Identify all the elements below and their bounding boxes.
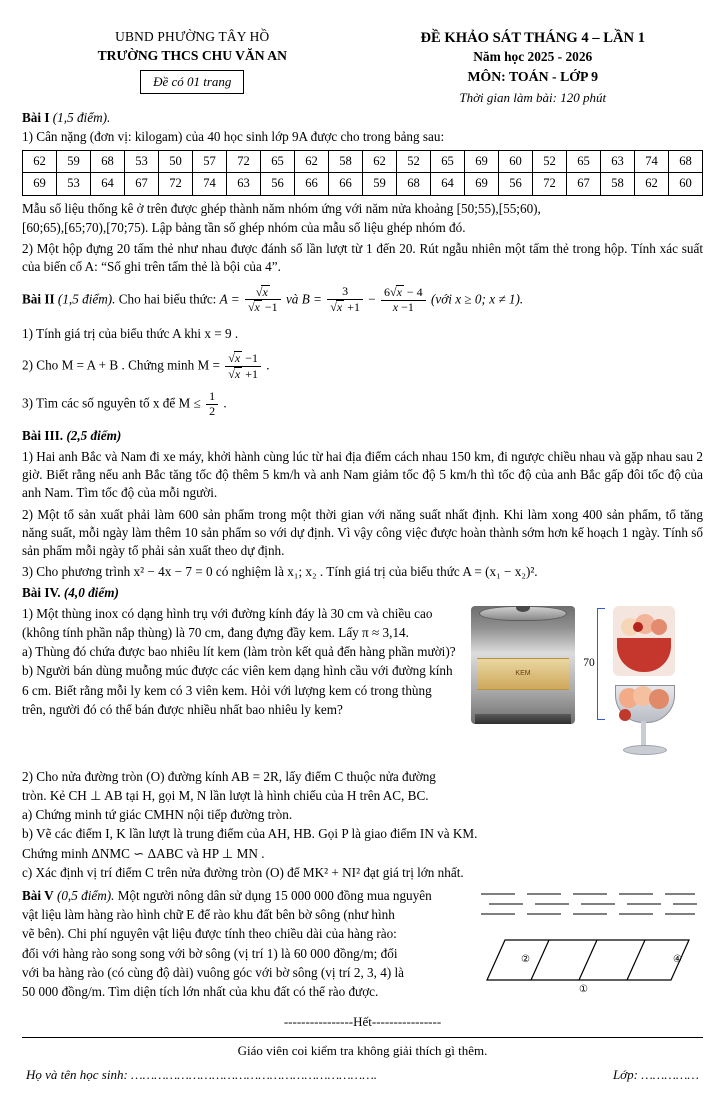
cell: 62 xyxy=(23,151,57,173)
cell: 64 xyxy=(431,173,465,195)
dimension-bracket xyxy=(597,608,605,720)
time-allowed: Thời gian làm bài: 120 phút xyxy=(459,89,607,105)
bai5-l1: Một người nông dân sử dụng 15 000 000 đồng mua nguyên xyxy=(117,887,432,903)
bai4-q2b2: Chứng minh ΔNMC ∽ ΔABC và HP ⊥ MN . xyxy=(22,845,265,861)
bai1-grouping-note-1: Mẫu số liệu thống kê ở trên được ghép thành năm nhóm ứng với năm nửa khoảng [50;55),[55;60), xyxy=(22,200,541,216)
bai4-q1-l1: 1) Một thùng inox có dạng hình trụ với đường kính đáy là 30 cm và chiều cao xyxy=(22,605,433,621)
bai4-title: Bài IV. xyxy=(22,585,61,601)
table-row xyxy=(23,173,703,195)
expression-B-term1: $\frac{3}{√x +1}$ xyxy=(327,285,363,315)
cell: 58 xyxy=(329,151,363,173)
bai2-q3-text: 3) Tìm các số nguyên tố x để M ≤ xyxy=(22,395,201,411)
height-dimension xyxy=(579,608,609,720)
can-base xyxy=(475,714,571,724)
bai4-q1-text-block xyxy=(22,604,465,720)
bai3-q3: 3) Cho phương trình x² − 4x − 7 = 0 có nghiệm là x₁; x₂ . Tính giá trị của biểu thức A = (x₁ − x₂)². xyxy=(22,564,538,580)
fraction-one-half: $\frac{1}{2}$ xyxy=(206,390,218,419)
bai1-title: Bài I xyxy=(22,109,50,125)
height-label: 70 xyxy=(583,656,595,669)
bai5-l6: 50 000 đồng/m. Tìm diện tích lớn nhất của khu đất có thể rào được. xyxy=(22,984,379,1000)
bai4-points: (4,0 điểm) xyxy=(63,585,119,601)
cell: 56 xyxy=(261,173,295,195)
cell: 65 xyxy=(431,151,465,173)
inox-cylinder-can-image xyxy=(471,606,575,724)
bai5-text-block xyxy=(22,886,469,1002)
student-name-field[interactable]: Họ và tên học sinh: ………………………………………………………. xyxy=(26,1067,378,1083)
fence-label-1: ① xyxy=(579,983,588,995)
exam-title: ĐỀ KHẢO SÁT THÁNG 4 – LẦN 1 xyxy=(420,30,645,46)
cup-scoops xyxy=(619,686,671,708)
student-info-row xyxy=(22,1066,703,1084)
footer-divider xyxy=(22,1037,703,1038)
fence-label-2: ② xyxy=(521,953,530,965)
cell: 72 xyxy=(533,173,567,195)
bai2-points: (1,5 điểm). xyxy=(57,290,116,306)
red-bowl-scoops xyxy=(621,614,667,644)
cell: 56 xyxy=(499,173,533,195)
bai4-q1a: a) Thùng đó chứa được bao nhiêu lít kem (làm tròn kết quả đến hàng phần mười)? xyxy=(22,644,456,660)
end-marker: ----------------Hết---------------- xyxy=(283,1014,442,1030)
bai4-q1b-l3: trên, người đó có thể bán được nhiều nhất bao nhiêu ly kem? xyxy=(22,701,343,717)
section-bai-2 xyxy=(22,285,703,419)
school-year: Năm học 2025 - 2026 xyxy=(473,49,593,65)
cup-foot xyxy=(623,745,667,755)
expression-M: $\frac{√x -1}{√x +1}$ xyxy=(225,351,261,382)
fence-label-4: ④ xyxy=(673,953,682,965)
cell: 68 xyxy=(669,151,703,173)
cell: 60 xyxy=(669,173,703,195)
glass-cup-icecream-image xyxy=(613,679,675,767)
cell: 62 xyxy=(635,173,669,195)
bai5-points: (0,5 điểm). xyxy=(56,887,115,903)
bai4-q1b-l1: b) Người bán dùng muỗng múc được các viên kem dạng hình cầu với đường kính xyxy=(22,663,453,679)
cell: 63 xyxy=(227,173,261,195)
bai4-q1-with-figure xyxy=(22,604,703,767)
bai2-q2-text: 2) Cho M = A + B . Chứng minh M = xyxy=(22,357,220,373)
cell: 65 xyxy=(567,151,601,173)
bai2-q3: 3) Tìm các số nguyên tố x để M ≤ $\frac{1}{2}$ . xyxy=(22,389,227,418)
can-label: KEM xyxy=(477,658,569,690)
bai1-grouping-note-2: [60;65),[65;70),[70;75). Lập bảng tần số ghép nhóm của mẫu số liệu ghép nhóm đó. xyxy=(22,220,466,235)
bai3-title: Bài III. xyxy=(22,427,64,443)
bai1-heading xyxy=(22,109,703,127)
bai5-l3: vẽ bên). Chi phí nguyên vật liệu được tính theo chiều dài của hàng rào: xyxy=(22,926,397,942)
section-bai-1 xyxy=(22,109,703,277)
page-count-badge-wrap xyxy=(22,70,363,94)
cell: 60 xyxy=(499,151,533,173)
bai2-expr-b-label: và B = xyxy=(285,290,322,306)
document-header xyxy=(22,28,703,107)
cell: 52 xyxy=(397,151,431,173)
subject-grade: MÔN: TOÁN - LỚP 9 xyxy=(467,68,599,84)
bai1-q1-text: 1) Cân nặng (đơn vị: kilogam) của 40 học sinh lớp 9A được cho trong bảng sau: xyxy=(22,128,445,144)
cell: 62 xyxy=(363,151,397,173)
section-bai-3 xyxy=(22,427,703,582)
bai5-l5: với ba hàng rào (có cùng độ dài) vuông góc với bờ sông (vị trí 2, 3, 4) là xyxy=(22,964,405,980)
bai5-l4: đối với hàng rào song song với bờ sông (vị trí 1) là 60 000 đồng/m; đối xyxy=(22,945,398,961)
bai1-q1 xyxy=(22,128,703,146)
river-fence-figure xyxy=(475,888,703,1003)
strawberry-garnish xyxy=(633,622,643,632)
cell: 67 xyxy=(125,173,159,195)
bai2-expr-a-label: A = xyxy=(219,290,240,306)
cell: 72 xyxy=(159,173,193,195)
header-left xyxy=(22,28,363,94)
bai5-title: Bài V xyxy=(22,887,54,903)
cell: 59 xyxy=(57,151,91,173)
cup-stem xyxy=(641,721,646,747)
teacher-note: Giáo viên coi kiểm tra không giải thích gì thêm. xyxy=(237,1043,488,1059)
bai2-q1: 1) Tính giá trị của biểu thức A khi x = 9 . xyxy=(22,326,239,342)
cell: 67 xyxy=(567,173,601,195)
bai4-heading xyxy=(22,584,703,602)
bai4-q1b-l2: 6 cm. Biết rằng mỗi ly kem có 3 viên kem. Hỏi với lượng kem có trong thùng xyxy=(22,682,432,698)
table-row xyxy=(23,151,703,173)
bai2-q2: 2) Cho M = A + B . Chứng minh M = $\frac{√x -1}{√x +1}$ . xyxy=(22,351,270,382)
section-bai-5 xyxy=(22,886,703,1003)
header-right xyxy=(363,28,704,107)
bai4-q2a: a) Chứng minh tứ giác CMHN nội tiếp đường tròn. xyxy=(22,807,293,823)
cell: 66 xyxy=(329,173,363,195)
cell: 58 xyxy=(601,173,635,195)
cell: 69 xyxy=(465,151,499,173)
page-count-badge: Đề có 01 trang xyxy=(140,70,244,94)
cell: 74 xyxy=(193,173,227,195)
bai4-q2-l2: tròn. Kẻ CH ⊥ AB tại H, gọi M, N lần lượt là hình chiếu của H trên AC, BC. xyxy=(22,787,429,803)
cell: 66 xyxy=(295,173,329,195)
ice-cream-figure-group xyxy=(471,606,703,767)
cell: 68 xyxy=(91,151,125,173)
bai1-q2: 2) Một hộp đựng 20 tấm thẻ như nhau được đánh số lần lượt từ 1 đến 20. Rút ngẫu nhiên một tấm thẻ trong hộp. Tính xác suất của biến cố A: “Số ghi trên tấm thẻ là bội của 4”. xyxy=(22,241,703,275)
frequency-table xyxy=(22,150,703,196)
bai3-points: (2,5 điểm) xyxy=(66,427,122,443)
ice-cream-photos xyxy=(613,606,675,767)
expression-B-term2: $\frac{6√x - 4}{x -1}$ xyxy=(381,285,426,315)
bai4-q1-l2: (không tính phần nắp thùng) là 70 cm, đang đựng đầy kem. Lấy π ≈ 3,14. xyxy=(22,624,409,640)
bai2-heading: Bài II (1,5 điểm). Cho hai biểu thức: A = $\frac{√x}{√x -1}$ và B = $\frac{3}{√x +1}$ − $\frac{6√x - 4}{x -1}$ (với x ≥ 0; x ≠ 1). xyxy=(22,284,524,315)
bai4-q2b: b) Vẽ các điểm I, K lần lượt là trung điểm của AH, HB. Gọi P là giao điểm IN và KM. xyxy=(22,826,478,842)
student-class-field[interactable]: Lớp: …………… xyxy=(612,1067,699,1083)
river-fence-svg xyxy=(475,888,701,998)
red-bowl-icecream-image xyxy=(613,606,675,676)
school-name: TRƯỜNG THCS CHU VĂN AN xyxy=(97,47,287,63)
cell: 74 xyxy=(635,151,669,173)
cell: 69 xyxy=(23,173,57,195)
cell: 57 xyxy=(193,151,227,173)
bai2-condition: (với x ≥ 0; x ≠ 1). xyxy=(430,290,524,306)
expression-A: $\frac{√x}{√x -1}$ xyxy=(245,285,281,316)
bai4-q2-l1: 2) Cho nửa đường tròn (O) đường kính AB = 2R, lấy điểm C thuộc nửa đường xyxy=(22,768,436,784)
section-bai-4 xyxy=(22,584,703,882)
bai2-intro: Cho hai biểu thức: xyxy=(118,290,217,306)
cell: 64 xyxy=(91,173,125,195)
bai5-with-figure xyxy=(22,886,703,1003)
cup-strawberry xyxy=(619,709,631,721)
cell: 50 xyxy=(159,151,193,173)
bai5-l2: vật liệu làm hàng rào hình chữ E để rào khu đất bên bờ sông (như hình xyxy=(22,907,395,923)
cell: 69 xyxy=(465,173,499,195)
cell: 72 xyxy=(227,151,261,173)
cell: 62 xyxy=(295,151,329,173)
bai1-points: (1,5 điểm). xyxy=(52,109,111,125)
bai4-q2c: c) Xác định vị trí điểm C trên nửa đường tròn (O) để MK² + NI² đạt giá trị lớn nhất. xyxy=(22,864,464,880)
can-knob xyxy=(516,606,530,612)
cell: 53 xyxy=(57,173,91,195)
bai5-heading xyxy=(22,887,469,905)
bai2-title: Bài II xyxy=(22,290,55,306)
bai3-q1: 1) Hai anh Bắc và Nam đi xe máy, khởi hành cùng lúc từ hai địa điểm cách nhau 150 km, đi ngược chiều nhau và gặp nhau sau 2 giờ. Biết rằng nếu anh Bắc tăng tốc độ thêm 5 km/h và anh Nam giảm tốc độ 5 km/h thì tốc độ của anh Bắc gấp đôi tốc độ của anh Nam. Tìm tốc độ của mỗi người. xyxy=(22,448,703,501)
cell: 53 xyxy=(125,151,159,173)
issuing-authority: UBND PHƯỜNG TÂY HỒ xyxy=(115,29,270,44)
cell: 59 xyxy=(363,173,397,195)
cell: 63 xyxy=(601,151,635,173)
cell: 52 xyxy=(533,151,567,173)
cell: 65 xyxy=(261,151,295,173)
bai3-q2: 2) Một tổ sản xuất phải làm 600 sản phẩm trong một thời gian với năng suất nhất định. Khi làm xong 400 sản phẩm, tổ tăng năng suất, mỗi ngày làm thêm 10 sản phẩm so với dự định. Vì vậy công việc được hoàn thành sớm hơn kế hoạch 1 ngày. Tính số sản phẩm mỗi ngày tổ phải sản xuất theo dự định. xyxy=(22,506,703,558)
bai3-heading xyxy=(22,427,703,445)
cell: 68 xyxy=(397,173,431,195)
